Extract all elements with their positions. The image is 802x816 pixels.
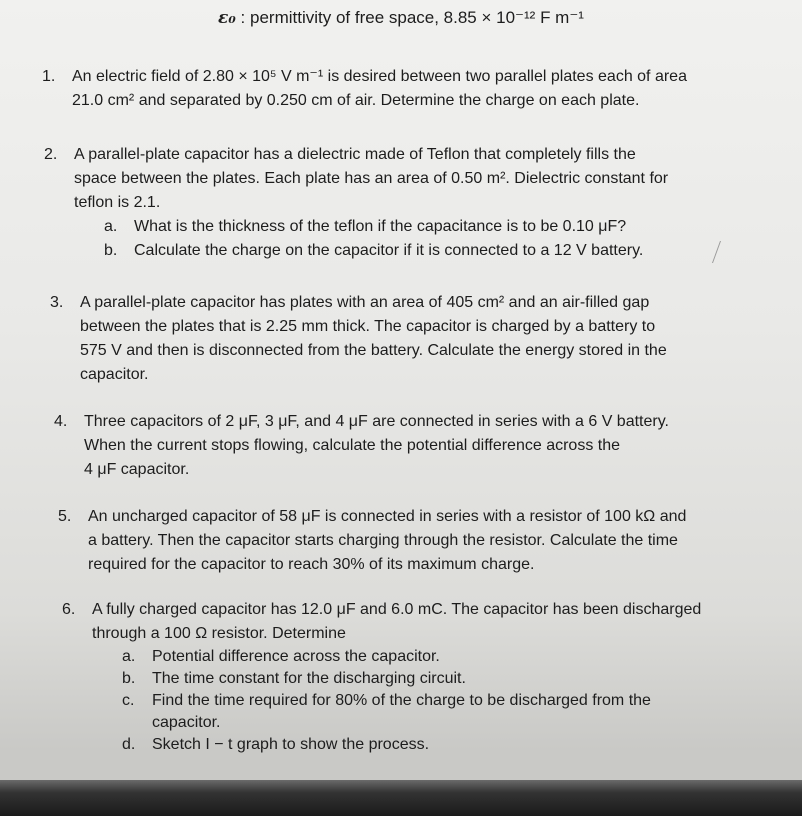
question-line: space between the plates. Each plate has an area of 0.50 m². Dielectric constant for <box>74 170 669 187</box>
question-line: between the plates that is 2.25 mm thick. The capacitor is charged by a battery to <box>80 318 656 335</box>
question-number: 4. <box>54 413 68 430</box>
question-6 <box>62 598 762 756</box>
question-4 <box>54 410 762 482</box>
question-number: 1. <box>42 68 56 85</box>
question-number: 3. <box>50 294 64 311</box>
question-line: capacitor. <box>80 366 149 383</box>
question-line: A parallel-plate capacitor has plates with an area of 405 cm² and an air-filled gap <box>80 294 650 311</box>
question-line: 4 μF capacitor. <box>84 461 190 478</box>
question-line: A fully charged capacitor has 12.0 μF and 6.0 mC. The capacitor has been discharged <box>92 601 702 618</box>
question-part: d. Sketch I − t graph to show the process. <box>122 736 430 753</box>
permittivity-definition <box>0 8 802 28</box>
question-part: a. What is the thickness of the teflon if the capacitance is to be 0.10 μF? <box>104 218 627 235</box>
question-line: When the current stops flowing, calculate the potential difference across the <box>84 437 621 454</box>
question-line: required for the capacitor to reach 30% of its maximum charge. <box>88 556 535 573</box>
question-1 <box>42 65 762 113</box>
question-number: 5. <box>58 508 72 525</box>
question-line: through a 100 Ω resistor. Determine <box>92 625 346 642</box>
question-line: An electric field of 2.80 × 10⁵ V m⁻¹ is desired between two parallel plates each of area <box>72 68 687 85</box>
question-3 <box>50 291 762 387</box>
dark-edge-border <box>0 780 802 816</box>
question-line: teflon is 2.1. <box>74 194 161 211</box>
question-line: 575 V and then is disconnected from the battery. Calculate the energy stored in the <box>80 342 667 359</box>
question-5 <box>58 505 762 577</box>
question-number: 6. <box>62 601 76 618</box>
question-line: Three capacitors of 2 μF, 3 μF, and 4 μF are connected in series with a 6 V battery. <box>84 413 669 430</box>
question-line: An uncharged capacitor of 58 μF is connected in series with a resistor of 100 kΩ and <box>88 508 687 525</box>
question-line: a battery. Then the capacitor starts charging through the resistor. Calculate the time <box>88 532 678 549</box>
question-line: 21.0 cm² and separated by 0.250 cm of air. Determine the charge on each plate. <box>72 92 640 109</box>
question-line: A parallel-plate capacitor has a dielectric made of Teflon that completely fills the <box>74 146 636 163</box>
question-part: a. Potential difference across the capacitor. <box>122 648 440 665</box>
question-part: b. Calculate the charge on the capacitor if it is connected to a 12 V battery. <box>104 242 644 259</box>
epsilon-symbol: ε₀ <box>218 8 236 28</box>
question-number: 2. <box>44 146 58 163</box>
definition-text: : permittivity of free space, 8.85 × 10⁻¹² F m⁻¹ <box>240 8 584 27</box>
question-part: c. Find the time required for 80% of the charge to be discharged from the <box>122 692 651 709</box>
question-2 <box>44 143 764 263</box>
question-part: capacitor. <box>152 714 221 731</box>
question-part: b. The time constant for the discharging circuit. <box>122 670 466 687</box>
